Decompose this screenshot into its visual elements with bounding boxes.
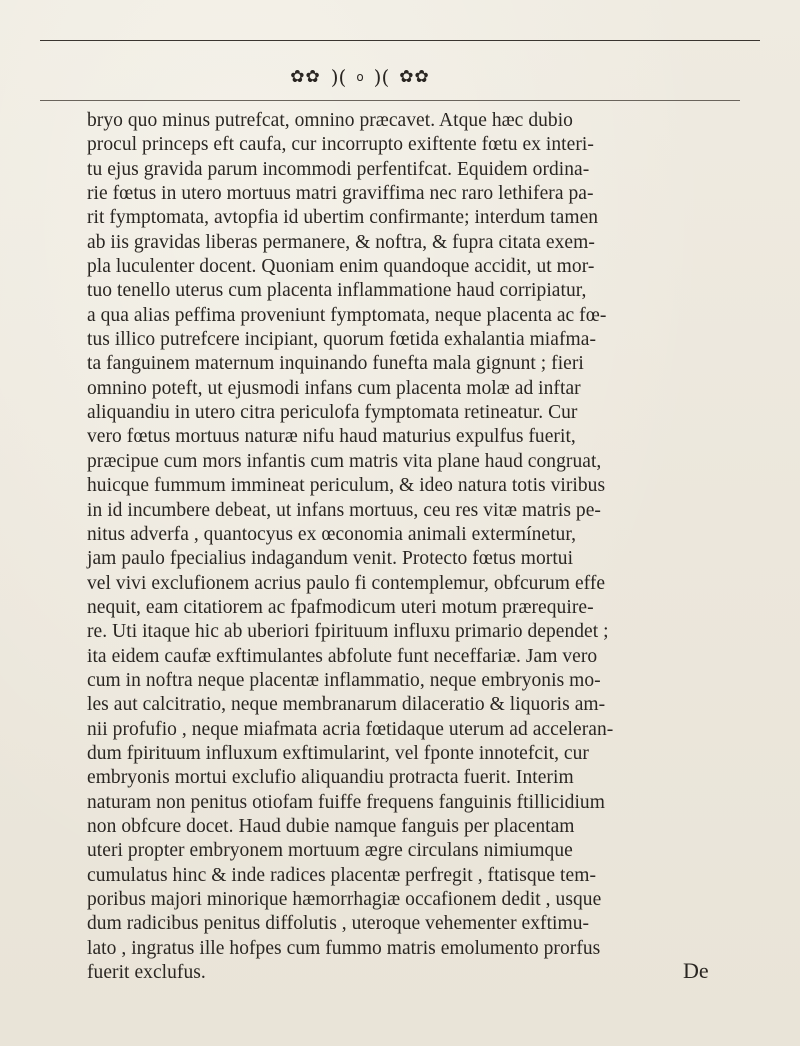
text-line: fuerit exclufus. (87, 962, 206, 984)
text-line: dum fpirituum influxum exftimularint, vel fponte innotefcit, cur (87, 742, 589, 764)
catchword: De (683, 958, 709, 983)
text-line: les aut calcitratio, neque membranarum dilaceratio & liquoris am- (87, 694, 606, 716)
text-line: vero fœtus mortuus naturæ nifu haud maturius expulfus fuerit, (87, 426, 576, 448)
header-underline (40, 100, 740, 101)
text-line: lato , ingratus ille hofpes cum fummo matris emolumento prorfus (87, 937, 601, 959)
text-line: ab iis gravidas liberas permanere, & noftra, & fupra citata exem- (87, 231, 595, 253)
text-line: re. Uti itaque hic ab uberiori fpirituum influxu primario dependet ; (87, 621, 609, 643)
text-line: tu ejus gravida parum incommodi perfentifcat. Equidem ordina- (87, 158, 590, 180)
text-line: procul princeps eft caufa, cur incorrupto exiftente fœtu ex interi- (87, 134, 594, 156)
body-text (87, 109, 747, 985)
text-line: nitus adverfa , quantocyus ex œconomia animali extermínetur, (87, 523, 577, 545)
text-line: pla luculenter docent. Quoniam enim quandoque accidit, ut mor- (87, 256, 595, 278)
text-line: ita eidem caufæ exftimulantes abfolute funt neceffariæ. Jam vero (87, 645, 598, 667)
text-line: rit fymptomata, avtopfia id ubertim confirmante; interdum tamen (87, 207, 599, 229)
header-rule (40, 40, 760, 41)
text-line: in id incumbere debeat, ut infans mortuus, ceu res vitæ matris pe- (87, 499, 601, 521)
ring-ornament-icon: o (356, 70, 364, 84)
text-line: omnino poteft, ut ejusmodi infans cum placenta molæ ad inftar (87, 377, 581, 399)
flower-ornament-icon: ✿✿ (290, 67, 321, 87)
text-line: jam paulo fpecialius indagandum venit. Protecto fœtus mortui (87, 548, 574, 570)
text-line: præcipue cum mors infantis cum matris vita plane haud congruat, (87, 450, 602, 472)
text-line: nequit, eam citatiorem ac fpafmodicum uteri motum prærequire- (87, 596, 594, 618)
text-line: cum in noftra neque placentæ inflammatio, neque embryonis mo- (87, 669, 601, 691)
text-line: aliquandiu in utero citra periculofa fymptomata retineatur. Cur (87, 402, 578, 424)
text-line: tus illico putrefcere incipiant, quorum fœtida exhalantia miafma- (87, 329, 596, 351)
text-line: huicque fummum immineat periculum, & ideo natura totis viribus (87, 475, 606, 497)
text-line: dum radicibus penitus diffolutis , uteroque vehementer exftimu- (87, 913, 590, 935)
text-line: non obfcure docet. Haud dubie namque fanguis per placentam (87, 815, 575, 837)
flower-ornament-icon: ✿✿ (399, 67, 430, 87)
text-line: cumulatus hinc & inde radices placentæ perfregit , ftatisque tem- (87, 864, 596, 886)
text-line: nii profufio , neque miafmata acria fœtidaque uterum ad acceleran- (87, 718, 614, 740)
text-line: poribus majori minorique hæmorrhagiæ occafionem dedit , usque (87, 889, 602, 910)
text-line: a qua alias peffima proveniunt fymptomata, neque placenta ac fœ- (87, 304, 607, 326)
text-line: tuo tenello uterus cum placenta inflammatione haud corripiatur, (87, 280, 587, 302)
text-line: bryo quo minus putrefcat, omnino præcavet. Atque hæc dubio (87, 110, 573, 131)
text-line: naturam non penitus otiofam fuiffe frequens fanguinis ftillicidium (87, 791, 605, 813)
paren-ornament-right: )( (373, 65, 390, 89)
paren-ornament-left: )( (330, 65, 347, 89)
header-ornament (240, 64, 480, 90)
text-line: vel vivi exclufionem acrius paulo fi contemplemur, obfcurum effe (87, 572, 606, 594)
text-line: rie fœtus in utero mortuus matri graviffima nec raro lethifera pa- (87, 183, 594, 205)
text-line: ta fanguinem maternum inquinando funefta mala gignunt ; fieri (87, 353, 584, 375)
text-line: uteri propter embryonem mortuum ægre circulans nimiumque (87, 840, 573, 862)
text-line: embryonis mortui exclufio aliquandiu protracta fuerit. Interim (87, 767, 574, 789)
